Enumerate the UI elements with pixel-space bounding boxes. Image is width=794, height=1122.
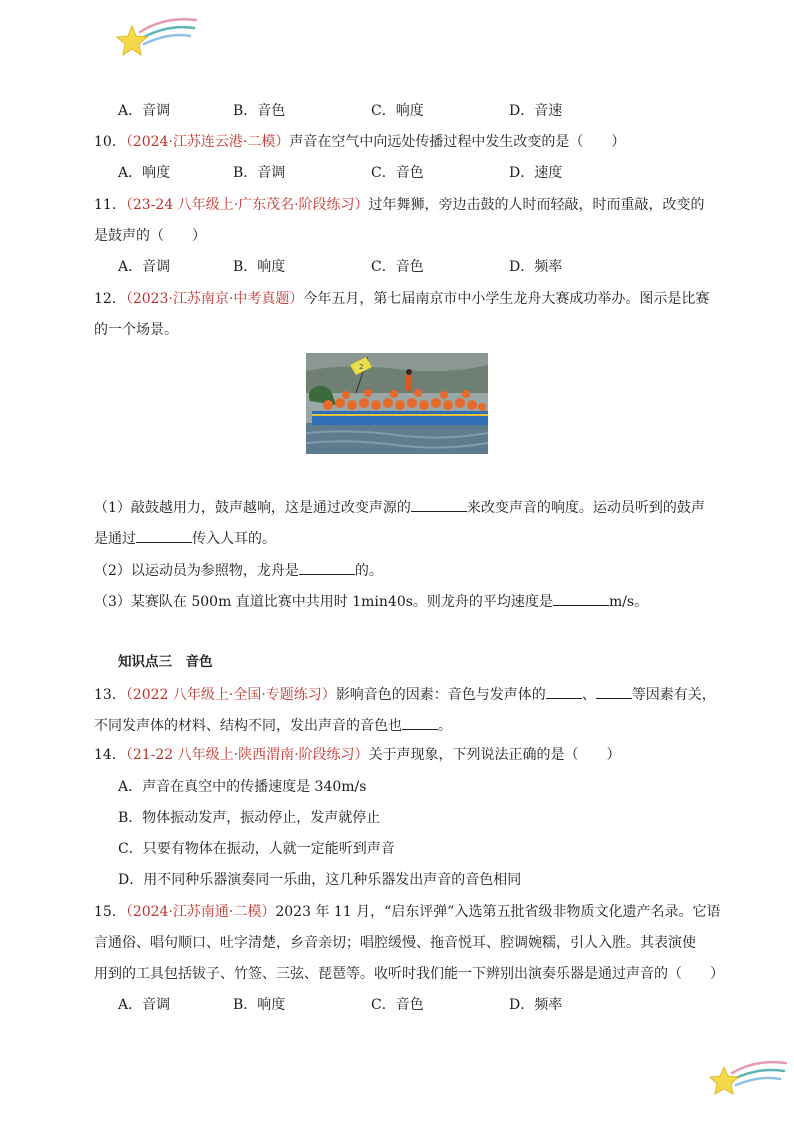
q12-blank-1[interactable] — [411, 497, 467, 512]
q13-line2 — [94, 715, 452, 736]
q12-stem — [94, 289, 709, 309]
q13-text-2a: 不同发声体的材料、结构不同，发出声音的音色也 — [94, 718, 402, 734]
shooting-star-icon — [706, 1055, 790, 1101]
q11-option-b: B．响度 — [233, 259, 286, 275]
flag-text: 2 — [359, 363, 364, 371]
dragon-boat-photo — [306, 353, 488, 454]
q12-text-1: 今年五月，第七届南京市中小学生龙舟大赛成功举办。图示是比赛 — [303, 291, 710, 307]
q15-option-b: B．响度 — [233, 997, 286, 1013]
q12-sub3 — [94, 591, 648, 612]
q15-source: （2024·江苏南通·二模） — [125, 904, 276, 920]
q12-blank-2[interactable] — [136, 528, 192, 543]
section-heading: 知识点三 音色 — [118, 654, 213, 670]
q11-text-2: 是鼓声的（ ） — [94, 228, 206, 244]
q12-number: 12． — [94, 291, 126, 307]
q13-stem — [94, 684, 716, 705]
q12-sub1-line2 — [94, 528, 276, 549]
q15-number: 15． — [94, 904, 126, 920]
q15-text-2: 言通俗、唱句顺口、吐字清楚，乡音亲切；唱腔缓慢、拖音悦耳、腔调婉糯，引人入胜。其表演使 — [94, 935, 696, 951]
q14-option-b: B．物体振动发声，振动停止，发声就停止 — [118, 810, 381, 826]
q9-option-b: B．音色 — [233, 103, 286, 119]
q12-sub2-text-b: 的。 — [354, 563, 383, 579]
q11-text-1: 过年舞狮，旁边击鼓的人时而轻敲，时而重敲，改变的 — [368, 197, 705, 213]
q10-source: （2024·江苏连云港·二模） — [125, 134, 290, 150]
q15-option-d: D．频率 — [509, 997, 563, 1013]
q11-source: （23-24 八年级上·广东茂名·阶段练习） — [125, 197, 369, 213]
q12-sub1-text-a: （1）敲鼓越用力，鼓声越响，这是通过改变声源的 — [94, 500, 411, 516]
q10-option-b: B．音调 — [233, 165, 286, 181]
q13-blank-3[interactable] — [402, 715, 438, 730]
q12-sub2 — [94, 560, 383, 581]
q12-sub3-text-a: （3）某赛队在 500m 直道比赛中共用时 1min40s。则龙舟的平均速度是 — [94, 594, 553, 610]
q12-blank-3[interactable] — [299, 560, 355, 575]
q11-option-c: C．音色 — [371, 259, 424, 275]
q14-option-a: A．声音在真空中的传播速度是 340m/s — [118, 779, 367, 795]
q15-option-c: C．音色 — [371, 997, 424, 1013]
q12-text-2: 的一个场景。 — [94, 322, 178, 338]
q13-text-1a: 影响音色的因素：音色与发声体的 — [335, 687, 546, 703]
q15-text-3: 用到的工具包括钹子、竹签、三弦、琵琶等。收听时我们能一下辨别出演奏乐器是通过声音的（ ） — [94, 966, 724, 982]
q15-stem — [94, 902, 720, 922]
q9-option-c: C．响度 — [371, 103, 424, 119]
q11-number: 11． — [94, 197, 126, 213]
q13-number: 13． — [94, 687, 126, 703]
q13-blank-2[interactable] — [596, 684, 632, 699]
q12-sub1-line1 — [94, 497, 705, 518]
q12-sub1-text-b: 来改变声音的响度。运动员听到的鼓声 — [466, 500, 705, 516]
q12-sub2-text-a: （2）以运动员为参照物，龙舟是 — [94, 563, 299, 579]
q12-sub3-text-b: m/s。 — [608, 594, 649, 610]
q14-number: 14． — [94, 747, 126, 763]
q13-text-1b: 、 — [581, 687, 596, 703]
q10-text: 声音在空气中向远处传播过程中发生改变的是（ ） — [289, 134, 626, 150]
q14-stem — [94, 745, 621, 765]
q13-blank-1[interactable] — [546, 684, 582, 699]
q14-source: （21-22 八年级上·陕西渭南·阶段练习） — [125, 747, 369, 763]
q10-option-a: A．响度 — [118, 165, 171, 181]
q10-option-d: D．速度 — [509, 165, 563, 181]
q13-text-2b: 。 — [438, 718, 452, 734]
q14-text: 关于声现象，下列说法正确的是（ ） — [368, 747, 621, 763]
q14-option-d: D．用不同种乐器演奏同一乐曲，这几种乐器发出声音的音色相同 — [118, 872, 522, 888]
q15-text-1: 2023 年 11 月，“启东评弹”入选第五批省级非物质文化遗产名录。它语 — [275, 904, 721, 920]
q13-text-1c: 等因素有关， — [631, 687, 716, 703]
q12-sub1-text-d: 传入人耳的。 — [192, 531, 276, 547]
q14-option-c: C．只要有物体在振动，人就一定能听到声音 — [118, 841, 395, 857]
q10-stem — [94, 132, 625, 152]
q13-source: （2022 八年级上·全国·专题练习） — [125, 687, 336, 703]
q11-option-a: A．音调 — [118, 259, 171, 275]
q10-number: 10． — [94, 134, 126, 150]
q10-option-c: C．音色 — [371, 165, 424, 181]
q9-option-a: A．音调 — [118, 103, 171, 119]
shooting-star-icon — [110, 14, 200, 64]
q12-sub1-text-c: 是通过 — [94, 531, 136, 547]
q12-source: （2023·江苏南京·中考真题） — [125, 291, 304, 307]
q12-blank-4[interactable] — [553, 591, 609, 606]
q15-option-a: A．音调 — [118, 997, 171, 1013]
q11-option-d: D．频率 — [509, 259, 563, 275]
q9-option-d: D．音速 — [509, 103, 563, 119]
q11-stem — [94, 195, 705, 215]
